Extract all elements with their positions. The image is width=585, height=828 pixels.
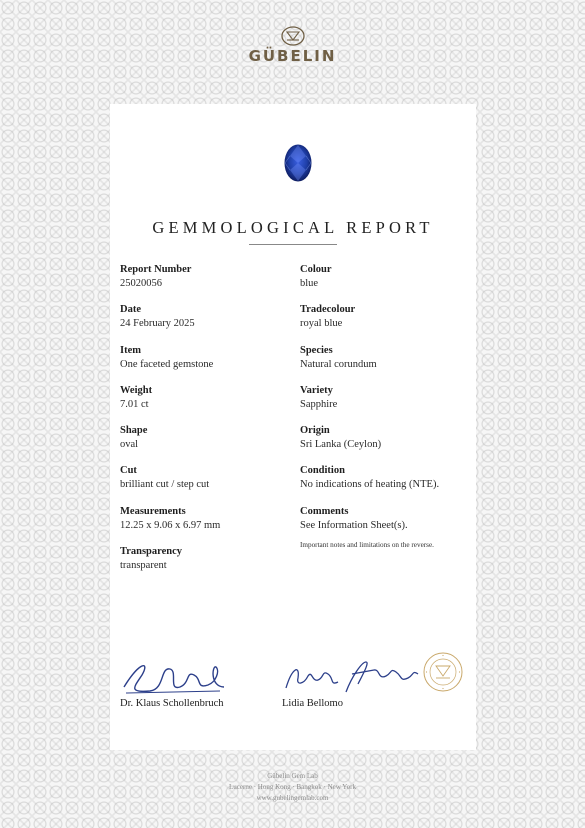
field-label: Tradecolour xyxy=(300,304,356,315)
field-tradecolour xyxy=(300,303,355,331)
field-date xyxy=(120,303,195,331)
field-variety xyxy=(300,384,337,412)
field-value: transparent xyxy=(120,560,167,571)
field-value: brilliant cut / step cut xyxy=(120,479,210,490)
field-label: Colour xyxy=(300,264,332,275)
footer-lab-name: Gübelin Gem Lab xyxy=(267,772,318,780)
field-species xyxy=(300,344,377,372)
field-value: royal blue xyxy=(300,318,343,329)
signatory-name: Dr. Klaus Schollenbruch xyxy=(120,698,224,709)
field-report-number xyxy=(120,263,191,291)
field-label: Species xyxy=(300,345,333,356)
field-value: 7.01 ct xyxy=(120,399,149,410)
signature-bellomo-image xyxy=(282,656,422,696)
field-transparency xyxy=(120,545,182,573)
field-value: oval xyxy=(120,439,139,450)
field-value: 12.25 x 9.06 x 6.97 mm xyxy=(120,520,221,531)
brand-logo xyxy=(0,26,585,65)
signature-schollenbruch-image xyxy=(120,657,230,697)
field-label: Variety xyxy=(300,385,333,396)
field-label: Condition xyxy=(300,465,345,476)
footer xyxy=(0,771,585,804)
field-colour xyxy=(300,263,332,291)
field-label: Shape xyxy=(120,425,148,436)
field-comments xyxy=(300,505,408,533)
gubelin-seal-stamp xyxy=(423,652,463,692)
field-measurements xyxy=(120,505,220,533)
reverse-note: Important notes and limitations on the reverse. xyxy=(300,541,434,549)
field-label: Measurements xyxy=(120,506,186,517)
field-origin xyxy=(300,424,381,452)
field-value: See Information Sheet(s). xyxy=(300,520,408,531)
field-value: Sapphire xyxy=(300,399,338,410)
field-item xyxy=(120,344,213,372)
signatory-name: Lidia Bellomo xyxy=(282,698,343,709)
field-value: Sri Lanka (Ceylon) xyxy=(300,439,382,450)
field-value: blue xyxy=(300,278,319,289)
field-shape xyxy=(120,424,147,452)
field-weight xyxy=(120,384,152,412)
field-value: One faceted gemstone xyxy=(120,359,214,370)
field-condition xyxy=(300,464,439,492)
sapphire-gem-image xyxy=(284,144,312,182)
field-value: 24 February 2025 xyxy=(120,318,195,329)
field-label: Date xyxy=(120,304,141,315)
field-cut xyxy=(120,464,209,492)
footer-locations: Lucerne · Hong Kong · Bangkok · New York xyxy=(229,783,356,791)
brand-name: GÜBELIN xyxy=(248,47,337,65)
field-label: Comments xyxy=(300,506,349,517)
report-panel xyxy=(110,104,476,750)
field-value: No indications of heating (NTE). xyxy=(300,479,440,490)
field-value: 25020056 xyxy=(120,278,162,289)
page-title: GEMMOLOGICAL REPORT xyxy=(152,218,434,237)
field-label: Weight xyxy=(120,385,153,396)
footer-website-link[interactable]: www.gubelingemlab.com xyxy=(256,794,329,802)
field-value: Natural corundum xyxy=(300,359,377,370)
field-label: Origin xyxy=(300,425,330,436)
title-divider xyxy=(249,244,337,245)
field-label: Transparency xyxy=(120,546,183,557)
field-label: Cut xyxy=(120,465,137,476)
field-label: Item xyxy=(120,345,141,356)
field-label: Report Number xyxy=(120,264,192,275)
brand-emblem-icon xyxy=(281,26,305,46)
